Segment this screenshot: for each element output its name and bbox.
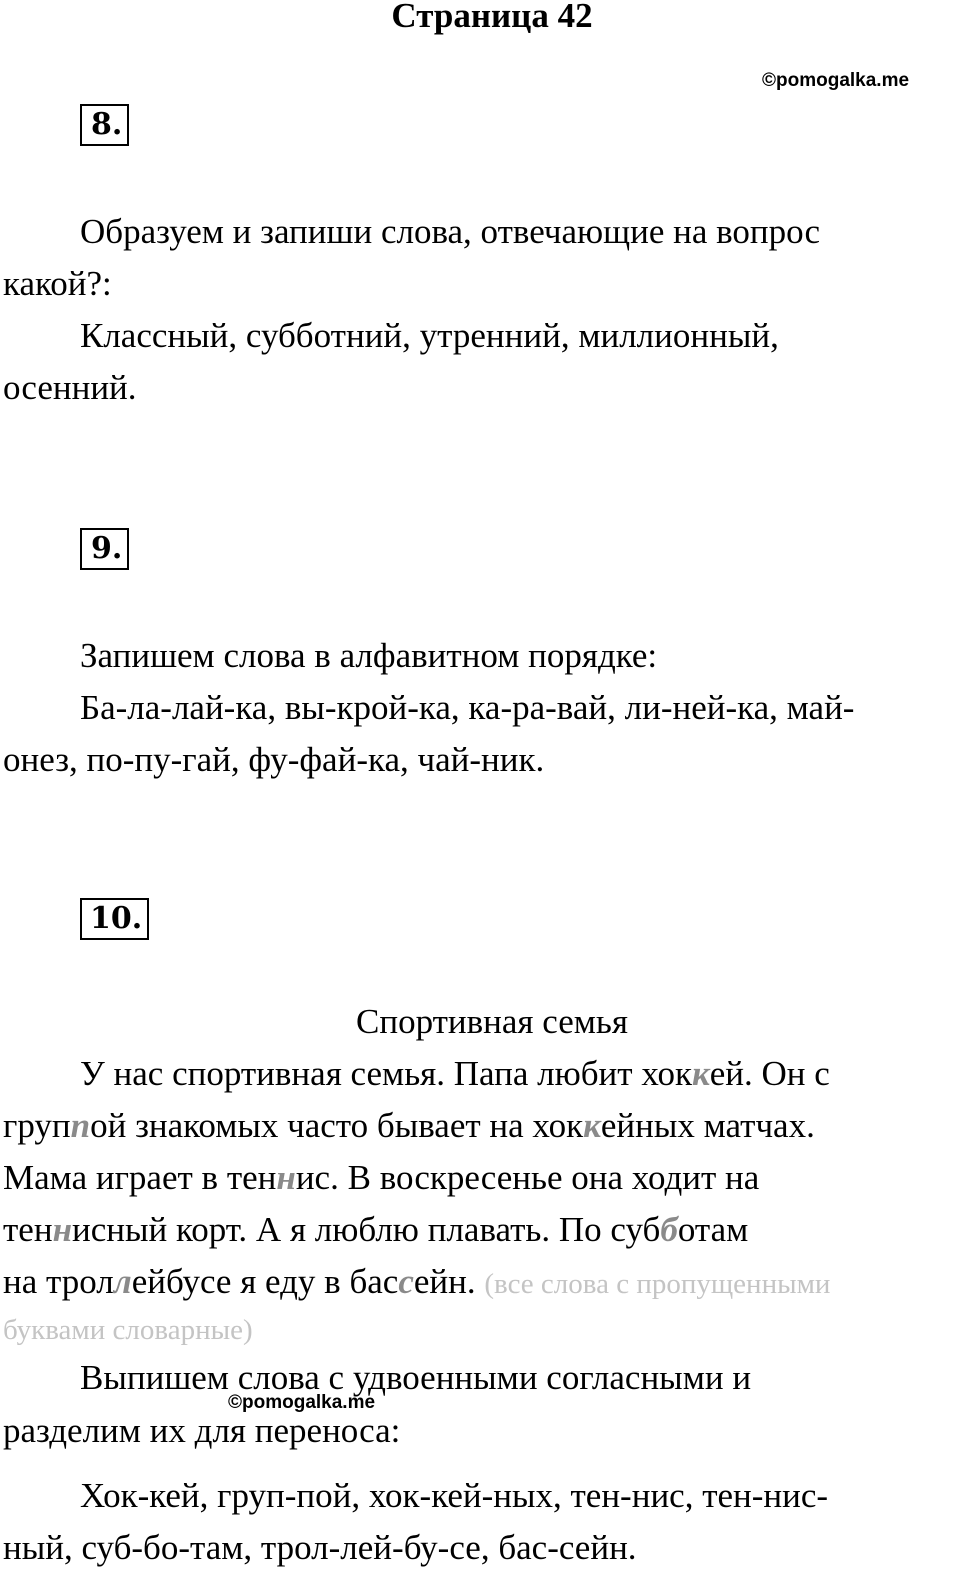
story-line-2: группой знакомых часто бывает на хоккейных матчах. (3, 1106, 815, 1145)
story-line-1: У нас спортивная семья. Папа любит хоккей. Он с (80, 1054, 830, 1093)
task-8-line-3: Классный, субботний, утренний, миллионный, (80, 316, 779, 355)
missing-letter: н (276, 1158, 296, 1197)
watermark: ©pomogalka.me (228, 1392, 376, 1413)
task-10-line-2: разделим их для переноса: (3, 1411, 401, 1450)
missing-letter: л (113, 1262, 132, 1301)
story-line-5: на троллейбусе я еду в бассейн. (все слова с пропущенными (3, 1262, 831, 1301)
task-8-line-2: какой?: (3, 264, 112, 303)
story-note: (все слова с пропущенными (484, 1268, 831, 1300)
missing-letter: с (398, 1262, 414, 1301)
missing-letter: б (660, 1210, 678, 1249)
story-note-continued: буквами словарные) (3, 1314, 253, 1346)
task-8-line-1: Образуем и запиши слова, отвечающие на вопрос (80, 212, 821, 251)
task-9-line-2: Ба-ла-лай-ка, вы-крой-ка, ка-ра-вай, ли-ней-ка, май- (80, 688, 855, 727)
missing-letter: п (70, 1106, 91, 1145)
page-title: Страница 42 (391, 0, 593, 35)
missing-letter: к (692, 1054, 710, 1093)
task-9-line-3: онез, по-пу-гай, фу-фай-ка, чай-ник. (3, 740, 545, 779)
task-9-line-1: Запишем слова в алфавитном порядке: (80, 636, 658, 675)
story-line-4: теннисный корт. А я люблю плавать. По субботам (3, 1210, 749, 1249)
story-heading: Спортивная семья (356, 1002, 628, 1041)
missing-letter: н (52, 1210, 72, 1249)
missing-letter: к (583, 1106, 601, 1145)
task-number-8: 8. (80, 104, 129, 146)
task-10-line-4: ный, суб-бо-там, трол-лей-бу-се, бас-сейн. (3, 1528, 637, 1567)
story-line-3: Мама играет в теннис. В воскресенье она ходит на (3, 1158, 760, 1197)
task-10-line-1: Выпишем слова с удвоенными согласными и (80, 1358, 752, 1397)
task-10-line-3: Хок-кей, груп-пой, хок-кей-ных, тен-нис, тен-нис- (80, 1476, 829, 1515)
task-number-10: 10. (80, 898, 149, 940)
task-8-line-4: осенний. (3, 368, 137, 407)
watermark: ©pomogalka.me (762, 70, 910, 91)
task-number-9: 9. (80, 528, 129, 570)
